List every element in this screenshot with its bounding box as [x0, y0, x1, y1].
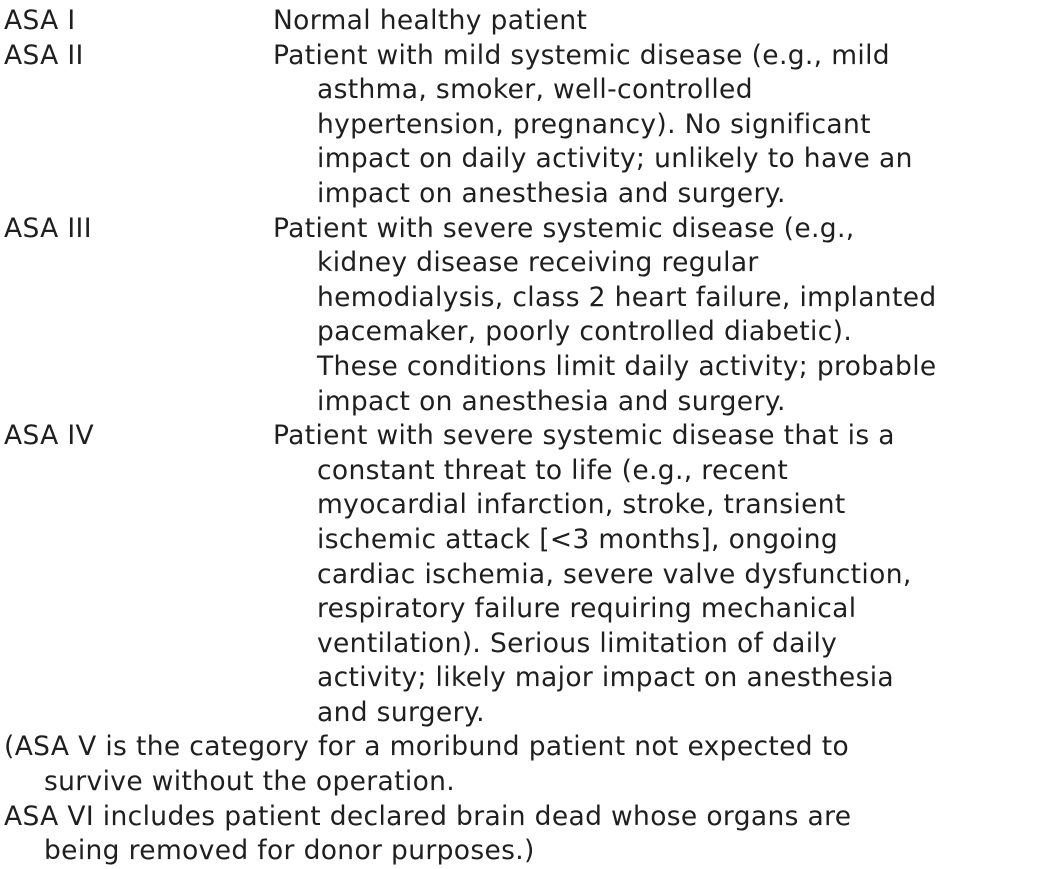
asa-vi-note	[4, 800, 1048, 869]
description-line: impact on anesthesia and surgery.	[317, 385, 786, 417]
asa-class-description	[273, 4, 1048, 39]
asa-class-row-3	[4, 212, 1048, 420]
description-line: ischemic attack [<3 months], ongoing	[317, 523, 839, 555]
description-line: These conditions limit daily activity; probable	[317, 350, 937, 382]
note-line: ASA VI includes patient declared brain dead whose organs are	[4, 800, 852, 832]
asa-class-row-2	[4, 39, 1048, 212]
description-line: kidney disease receiving regular	[317, 247, 759, 279]
description-line: respiratory failure requiring mechanical	[317, 593, 857, 625]
description-line: pacemaker, poorly controlled diabetic).	[317, 316, 853, 348]
description-line: Normal healthy patient	[273, 5, 588, 36]
asa-class-label: ASA III	[4, 212, 92, 244]
asa-class-description	[273, 39, 1048, 212]
asa-class-label: ASA II	[4, 39, 84, 71]
asa-class-description	[273, 212, 1048, 420]
note-line: survive without the operation.	[44, 766, 456, 798]
note-line: (ASA V is the category for a moribund patient not expected to	[4, 731, 850, 763]
description-line: impact on daily activity; unlikely to have an	[317, 143, 913, 175]
description-line: myocardial infarction, stroke, transient	[317, 489, 846, 521]
asa-class-label: ASA IV	[4, 420, 95, 452]
description-line: impact on anesthesia and surgery.	[317, 177, 786, 209]
asa-classification-document	[4, 4, 1048, 869]
description-line: ventilation). Serious limitation of daily	[317, 627, 838, 659]
description-line: Patient with severe systemic disease that is a	[273, 420, 895, 452]
asa-v-note	[4, 730, 1048, 799]
asa-class-description	[273, 419, 1048, 730]
asa-class-row-1	[4, 4, 1048, 39]
description-line: Patient with severe systemic disease (e.g.,	[273, 212, 855, 244]
description-line: constant threat to life (e.g., recent	[317, 454, 789, 486]
note-line: being removed for donor purposes.)	[44, 835, 535, 867]
description-line: hypertension, pregnancy). No significant	[317, 108, 871, 140]
description-line: Patient with mild systemic disease (e.g., mild	[273, 39, 890, 71]
description-line: asthma, smoker, well-controlled	[317, 74, 753, 106]
description-line: hemodialysis, class 2 heart failure, implanted	[317, 281, 937, 313]
description-line: cardiac ischemia, severe valve dysfunction,	[317, 558, 912, 590]
asa-class-label: ASA I	[4, 5, 76, 36]
asa-class-row-4	[4, 419, 1048, 730]
description-line: and surgery.	[317, 696, 485, 728]
description-line: activity; likely major impact on anesthesia	[317, 662, 895, 694]
